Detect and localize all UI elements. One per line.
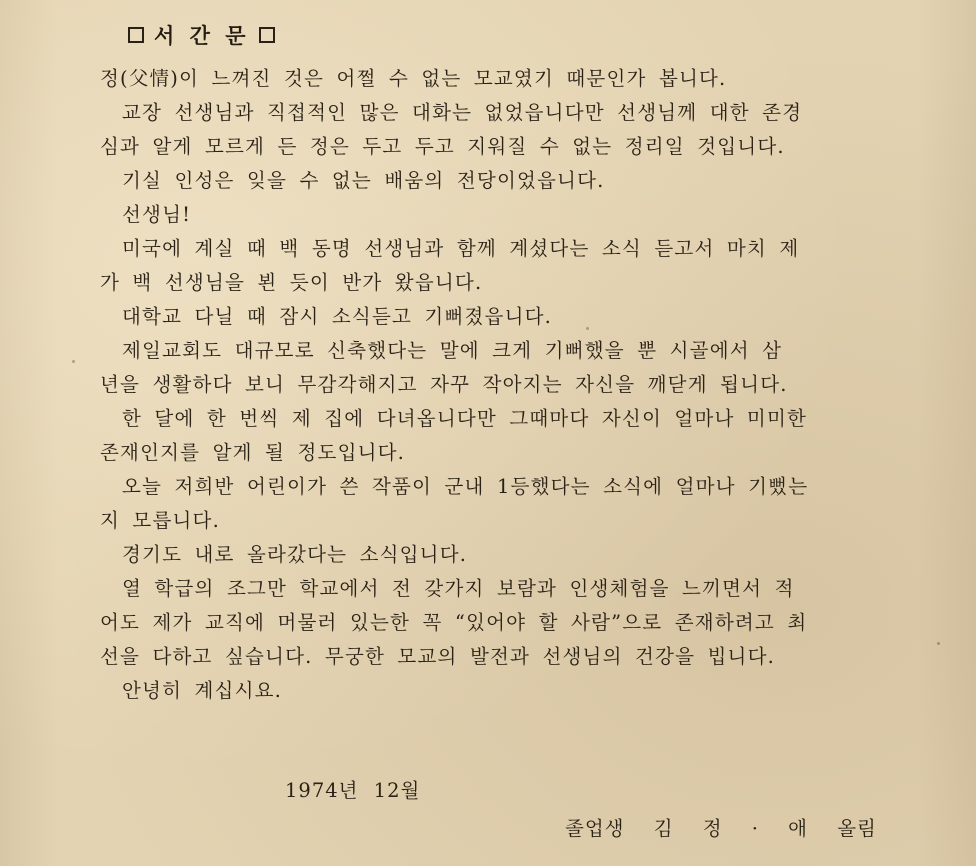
- letter-line: 오늘 저희반 어린이가 쓴 작품이 군내 1등했다는 소식에 얼마나 기뻤는: [122, 475, 809, 498]
- letter-line: 기실 인성은 잊을 수 없는 배움의 전당이었읍니다.: [122, 169, 605, 192]
- letter-line: 정(父情)이 느껴진 것은 어쩔 수 없는 모교였기 때문인가 봅니다.: [100, 67, 727, 90]
- letter-line: 미국에 계실 때 백 동명 선생님과 함께 계셨다는 소식 듣고서 마치 제: [122, 237, 800, 260]
- letter-body: [100, 62, 900, 708]
- letter-line: 선을 다하고 싶습니다. 무궁한 모교의 발전과 선생님의 건강을 빕니다.: [100, 645, 776, 668]
- letter-line: 열 학급의 조그만 학교에서 전 갖가지 보람과 인생체험을 느끼면서 적: [122, 577, 795, 600]
- letter-signature: 졸업생 김 정 · 애 올림: [565, 817, 877, 840]
- letter-line: 교장 선생님과 직접적인 많은 대화는 없었읍니다만 선생님께 대한 존경: [122, 101, 803, 124]
- heading-title: 서 간 문: [154, 24, 250, 48]
- letter-heading: [128, 18, 275, 52]
- letter-line: 가 백 선생님을 뵌 듯이 반가 왔읍니다.: [100, 271, 483, 294]
- letter-line: 제일교회도 대규모로 신축했다는 말에 크게 기뻐했을 뿐 시골에서 삼: [122, 339, 783, 362]
- letter-line: 년을 생활하다 보니 무감각해지고 자꾸 작아지는 자신을 깨닫게 됩니다.: [100, 373, 788, 396]
- letter-line: 안녕히 계십시요.: [122, 679, 283, 702]
- letter-line: 심과 알게 모르게 든 정은 두고 두고 지워질 수 없는 정리일 것입니다.: [100, 135, 785, 158]
- letter-line: 대학교 다닐 때 잠시 소식듣고 기뻐졌읍니다.: [122, 305, 553, 328]
- box-mark-left: [128, 27, 144, 43]
- letter-line: 선생님!: [122, 203, 192, 226]
- box-mark-right: [259, 27, 275, 43]
- letter-line: 지 모릅니다.: [100, 509, 220, 532]
- letter-line: 경기도 내로 올라갔다는 소식입니다.: [122, 543, 468, 566]
- paper-speck: [586, 327, 589, 330]
- letter-line: 어도 제가 교직에 머물러 있는한 꼭 “있어야 할 사람”으로 존재하려고 최: [100, 611, 808, 634]
- letter-line: 존재인지를 알게 될 정도입니다.: [100, 441, 406, 464]
- paper-speck: [72, 360, 75, 363]
- letter-line: 한 달에 한 번씩 제 집에 다녀옵니다만 그때마다 자신이 얼마나 미미한: [122, 407, 808, 430]
- letter-date: 1974년 12월: [285, 779, 421, 802]
- paper-speck: [937, 642, 940, 645]
